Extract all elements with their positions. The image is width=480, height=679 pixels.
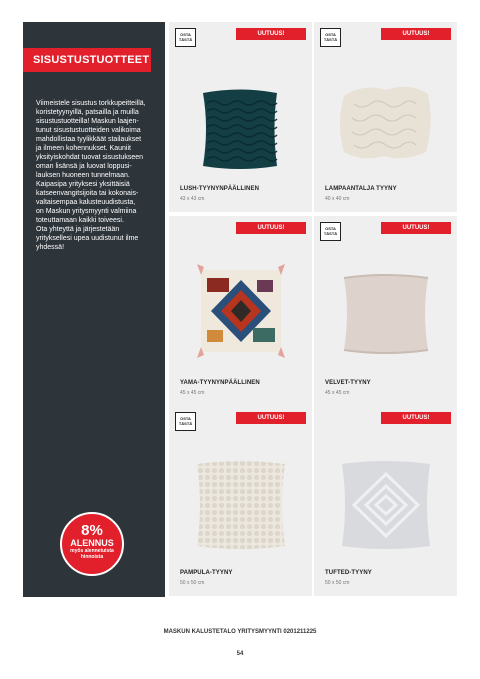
product-size: 43 x 43 cm	[180, 196, 205, 202]
product-name: VELVET-TYYNY	[325, 380, 371, 386]
new-badge: UUTUUS!	[236, 412, 306, 424]
footer-contact: MASKUN KALUSTETALO YRITYSMYYNTI 0201211225	[163, 629, 317, 635]
new-badge: UUTUUS!	[381, 28, 451, 40]
product-size: 50 x 50 cm	[325, 580, 350, 586]
product-card-velvet[interactable]	[314, 216, 457, 406]
product-size: 40 x 40 cm	[325, 196, 350, 202]
product-size: 45 x 45 cm	[325, 390, 350, 396]
section-title: SISUSTUSTUOTTEET	[23, 48, 151, 72]
product-card-sheepskin[interactable]	[314, 22, 457, 212]
product-card-pampula[interactable]	[169, 406, 312, 596]
new-badge: UUTUUS!	[236, 222, 306, 234]
lush-pillow-image	[169, 48, 312, 178]
buy-here-badge[interactable]: OSTA TÄSTÄ	[175, 28, 196, 47]
product-name: LAMPAANTALJA TYYNY	[325, 186, 397, 192]
product-card-tufted[interactable]	[314, 406, 457, 596]
yama-pillow-image	[169, 242, 312, 372]
pampula-pillow-image	[169, 432, 312, 562]
buy-here-badge[interactable]: OSTA TÄSTÄ	[320, 222, 341, 241]
new-badge: UUTUUS!	[381, 412, 451, 424]
info-sidebar	[23, 22, 165, 597]
product-size: 45 x 45 cm	[180, 390, 205, 396]
sheepskin-pillow-image	[314, 48, 457, 178]
product-card-yama[interactable]	[169, 216, 312, 406]
discount-badge	[60, 512, 124, 576]
intro-text: Viimeistele sisustus torkkupeitteillä, koristetyynyillä, patsailla ja muilla sisustustuotteilla! Maskun laajen- tunut sisustustuotteiden valikoima mahdollistaa tyylikkäät stailaukset ja ilmeen kohennukset. Kauniit yksityiskohdat tuovat sisustukseen oman lisänsä ja luovat loppusi- lauksen huoneen tunnelmaan. Kaipasipa yrityksesi yksittäisiä katseenvangitsijoita tai kokonais- valtaisempaa kalusteuudistusta, on Maskun yritysmyynti valmiina toteuttamaan kaikki toiveesi. Ota yhteyttä ja järjestetään yrityksellesi upea uudistunut ilme yhdessä!	[36, 100, 146, 251]
product-size: 50 x 50 cm	[180, 580, 205, 586]
buy-here-badge[interactable]: OSTA TÄSTÄ	[320, 28, 341, 47]
product-name: TUFTED-TYYNY	[325, 570, 372, 576]
velvet-pillow-image	[314, 242, 457, 372]
discount-note: myös alennetuista hinnoista	[70, 548, 114, 560]
product-name: PAMPULA-TYYNY	[180, 570, 233, 576]
tufted-pillow-image	[314, 432, 457, 562]
product-card-lush[interactable]	[169, 22, 312, 212]
page-number: 54	[236, 651, 244, 657]
buy-here-badge[interactable]: OSTA TÄSTÄ	[175, 412, 196, 431]
product-name: LUSH-TYYNYNPÄÄLLINEN	[180, 186, 260, 192]
new-badge: UUTUUS!	[381, 222, 451, 234]
product-name: YAMA-TYYNYNPÄÄLLINEN	[180, 380, 260, 386]
discount-percent: 8%	[81, 522, 103, 539]
new-badge: UUTUUS!	[236, 28, 306, 40]
discount-word: ALENNUS	[70, 538, 114, 548]
